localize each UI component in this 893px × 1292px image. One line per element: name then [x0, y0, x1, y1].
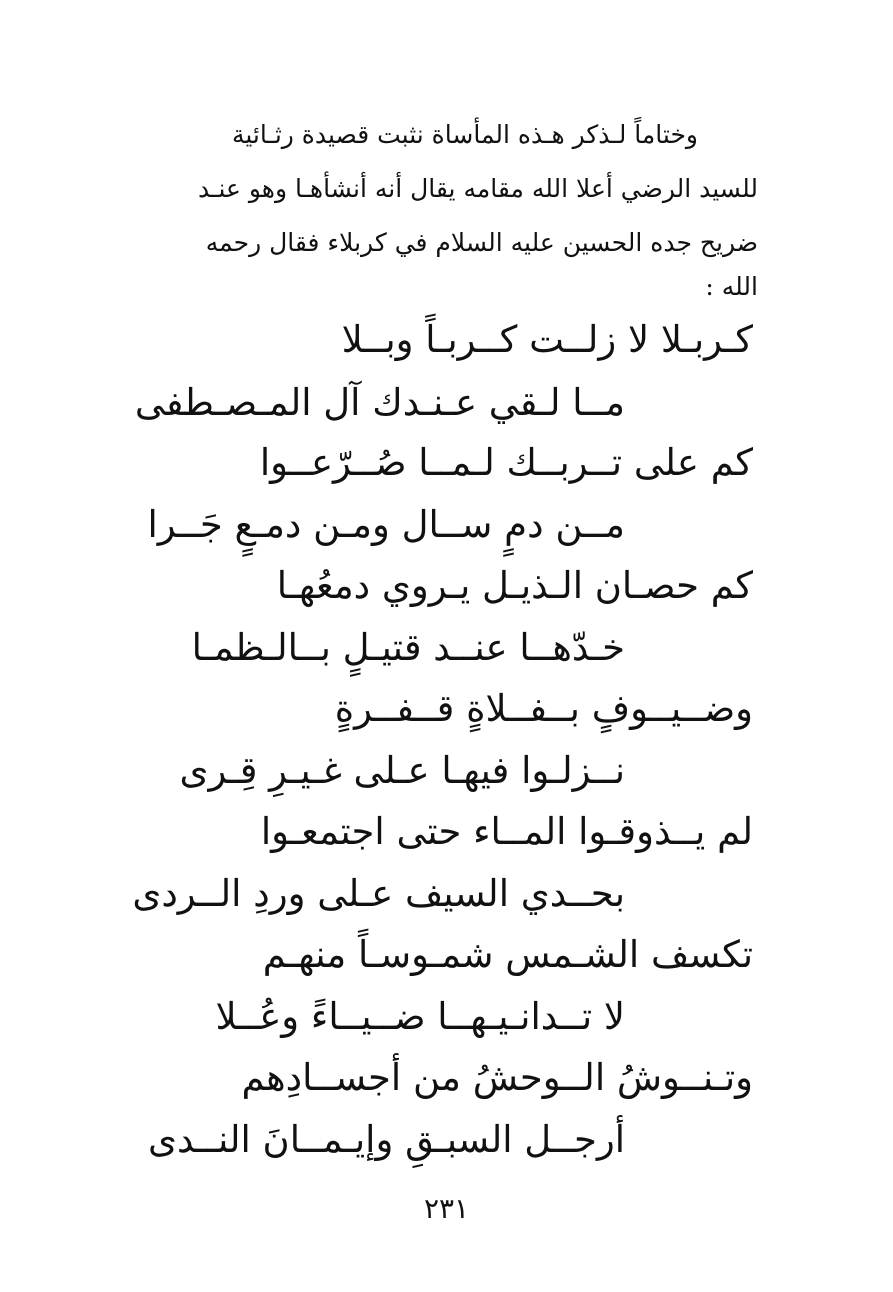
- poem-verse: لا تــدانـيـهــا ضــيــاءً وعُــلا: [215, 995, 625, 1038]
- page-number: ٢٣١: [423, 1192, 470, 1225]
- poem-verse: كم على تــربــك لـمــا صُــرّعــوا: [259, 441, 753, 484]
- intro-line: ضريح جده الحسين عليه السلام في كربلاء فقال رحمه: [205, 228, 758, 257]
- poem-verse: كم حصـان الـذيـل يـروي دمعُهـا: [276, 564, 753, 607]
- intro-line: وختاماً لـذكر هـذه المأساة نثبت قصيدة رثـائية: [231, 120, 698, 149]
- poem-verse: خـدّهــا عنــد قتيـلٍ بــالـظمـا: [191, 626, 625, 669]
- poem-verse: أرجــل السبـقِ وإيـمــانَ النــدى: [147, 1118, 625, 1161]
- intro-line: للسيد الرضي أعلا الله مقامه يقال أنه أنشأهـا وهو عنـد: [198, 174, 758, 203]
- poem-verse: كـربـلا لا زلــت كــربـاً وبــلا: [341, 318, 753, 361]
- poem-verse: نــزلـوا فيهـا عـلى غـيـرِ قِـرى: [179, 749, 625, 792]
- poem-verse: تكسف الشـمس شمـوسـاً منهـم: [262, 933, 753, 976]
- poem-verse: مــا لـقي عـنـدك آل المـصـطفى: [134, 381, 625, 424]
- poem-verse: بحــدي السيف عـلى وردِ الــردى: [132, 872, 625, 915]
- poem-verse: وتـنــوشُ الــوحشُ من أجســادِهم: [241, 1056, 753, 1099]
- poem-verse: لم يــذوقـوا المــاء حتى اجتمعـوا: [260, 810, 753, 853]
- poem-verse: مــن دمٍ ســال ومـن دمـعٍ جَــرا: [147, 503, 625, 546]
- intro-line: الله :: [705, 272, 758, 301]
- intro-paragraph: [135, 108, 758, 304]
- poem-verse: وضــيــوفٍ بــفــلاةٍ قــفــرةٍ: [334, 687, 753, 730]
